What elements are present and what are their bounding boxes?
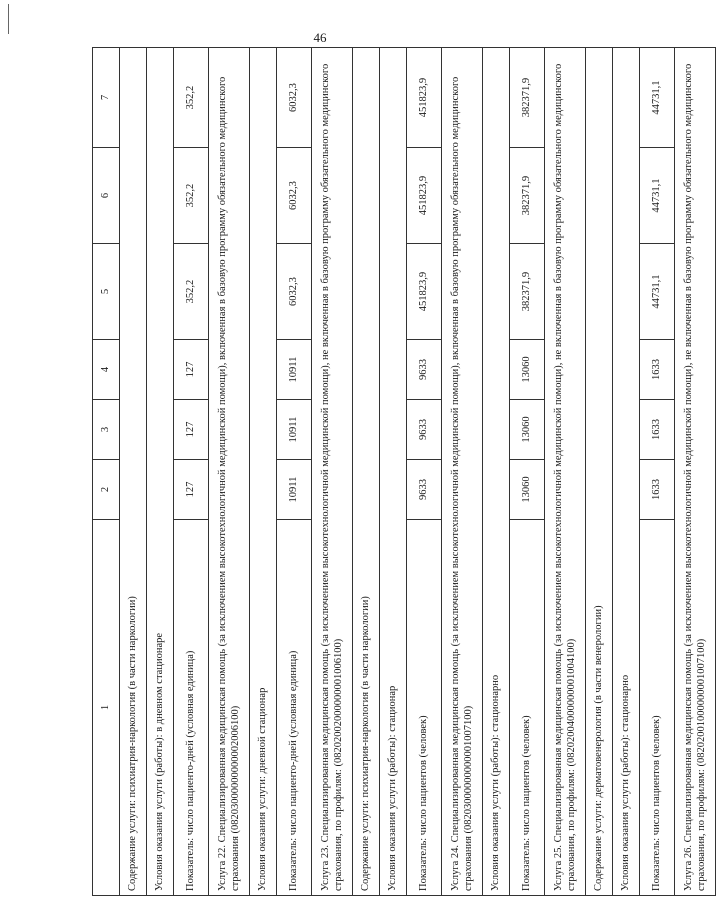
indicator-label: Показатель: число пациентов (человек) bbox=[407, 520, 442, 896]
indicator-value: 352,2 bbox=[174, 48, 209, 148]
indicator-value: 352,2 bbox=[174, 148, 209, 244]
indicator-value: 352,2 bbox=[174, 244, 209, 340]
indicator-value: 9633 bbox=[407, 340, 442, 400]
indicator-value: 1633 bbox=[640, 460, 675, 520]
section-row bbox=[147, 48, 174, 896]
indicator-row bbox=[510, 48, 545, 896]
column-number-header: 2 bbox=[93, 460, 120, 520]
indicator-value: 6032,3 bbox=[277, 148, 312, 244]
indicator-value: 44731,1 bbox=[640, 244, 675, 340]
section-title: Условия оказания услуги (работы): стационар bbox=[380, 48, 407, 896]
indicator-value: 1633 bbox=[640, 400, 675, 460]
indicator-value: 44731,1 bbox=[640, 148, 675, 244]
service-row bbox=[442, 48, 483, 896]
indicator-value: 10911 bbox=[277, 340, 312, 400]
indicator-value: 127 bbox=[174, 340, 209, 400]
indicator-value: 382371,9 bbox=[510, 48, 545, 148]
services-table bbox=[92, 47, 716, 896]
section-title: Условия оказания услуги (работы): стационарно bbox=[483, 48, 510, 896]
section-title: Содержание услуги: психиатрия-наркология (в части наркологии) bbox=[353, 48, 380, 896]
indicator-label: Показатель: число пациенто-дней (условная единица) bbox=[174, 520, 209, 896]
indicator-value: 9633 bbox=[407, 400, 442, 460]
indicator-label: Показатель: число пациентов (человек) bbox=[510, 520, 545, 896]
service-description: Услуга 24. Специализированная медицинская помощь (за исключением высокотехнологичной медицинской помощи), включенная в базовую программу обязательного медицинского страхования (08203000000000001007100) bbox=[442, 48, 483, 896]
column-number-header: 3 bbox=[93, 400, 120, 460]
section-title: Содержание услуги: психиатрия-наркология (в части наркологии) bbox=[120, 48, 147, 896]
service-row bbox=[209, 48, 250, 896]
column-number-header: 6 bbox=[93, 148, 120, 244]
page-number: 46 bbox=[313, 30, 327, 45]
indicator-value: 13060 bbox=[510, 460, 545, 520]
indicator-value: 9633 bbox=[407, 460, 442, 520]
indicator-row bbox=[277, 48, 312, 896]
indicator-value: 127 bbox=[174, 460, 209, 520]
indicator-value: 44731,1 bbox=[640, 48, 675, 148]
service-row bbox=[312, 48, 353, 896]
service-description: Услуга 26. Специализированная медицинская помощь (за исключением высокотехнологичной медицинской помощи), не включенная в базовую программу обязательного медицинского страхования, по профилям: (08202001000000001007100) bbox=[675, 48, 716, 896]
indicator-value: 382371,9 bbox=[510, 148, 545, 244]
indicator-value: 1633 bbox=[640, 340, 675, 400]
column-number-header: 4 bbox=[93, 340, 120, 400]
column-number-header: 5 bbox=[93, 244, 120, 340]
indicator-row bbox=[640, 48, 675, 896]
section-row bbox=[483, 48, 510, 896]
section-title: Условия оказания услуги (работы): стационарно bbox=[613, 48, 640, 896]
service-description: Услуга 23. Специализированная медицинская помощь (за исключением высокотехнологичной медицинской помощи), не включенная в базовую программу обязательного медицинского страхования, по профилям: (08202002000000001006100) bbox=[312, 48, 353, 896]
service-description: Услуга 25. Специализированная медицинская помощь (за исключением высокотехнологичной медицинской помощи), не включенная в базовую программу обязательного медицинского страхования, по профилям: (08202004000000001004100) bbox=[545, 48, 586, 896]
indicator-value: 10911 bbox=[277, 400, 312, 460]
section-row bbox=[250, 48, 277, 896]
indicator-value: 127 bbox=[174, 400, 209, 460]
indicator-value: 13060 bbox=[510, 400, 545, 460]
indicator-row bbox=[174, 48, 209, 896]
services-table-body bbox=[93, 48, 716, 896]
indicator-value: 6032,3 bbox=[277, 244, 312, 340]
section-row bbox=[586, 48, 613, 896]
rotated-table-region bbox=[92, 48, 707, 896]
indicator-value: 382371,9 bbox=[510, 244, 545, 340]
indicator-value: 451823,9 bbox=[407, 48, 442, 148]
section-row bbox=[353, 48, 380, 896]
rotated-table-container bbox=[92, 48, 707, 896]
section-title: Условия оказания услуги (работы): в дневном стационаре bbox=[147, 48, 174, 896]
indicator-label: Показатель: число пациентов (человек) bbox=[640, 520, 675, 896]
service-row bbox=[545, 48, 586, 896]
indicator-row bbox=[407, 48, 442, 896]
section-row bbox=[613, 48, 640, 896]
column-number-header: 7 bbox=[93, 48, 120, 148]
indicator-value: 451823,9 bbox=[407, 148, 442, 244]
section-row bbox=[120, 48, 147, 896]
section-title: Условия оказания услуги: дневной стационар bbox=[250, 48, 277, 896]
column-number-header-row bbox=[93, 48, 120, 896]
section-row bbox=[380, 48, 407, 896]
column-number-header: 1 bbox=[93, 520, 120, 896]
indicator-value: 13060 bbox=[510, 340, 545, 400]
service-description: Услуга 22. Специализированная медицинская помощь (за исключением высокотехнологичной медицинской помощи), включенная в базовую программу обязательного медицинского страхования (08203000000000002006100) bbox=[209, 48, 250, 896]
service-row bbox=[675, 48, 716, 896]
indicator-value: 6032,3 bbox=[277, 48, 312, 148]
section-title: Содержание услуги: дерматовенерология (в части венерологии) bbox=[586, 48, 613, 896]
indicator-value: 451823,9 bbox=[407, 244, 442, 340]
indicator-label: Показатель: число пациенто-дней (условная единица) bbox=[277, 520, 312, 896]
indicator-value: 10911 bbox=[277, 460, 312, 520]
